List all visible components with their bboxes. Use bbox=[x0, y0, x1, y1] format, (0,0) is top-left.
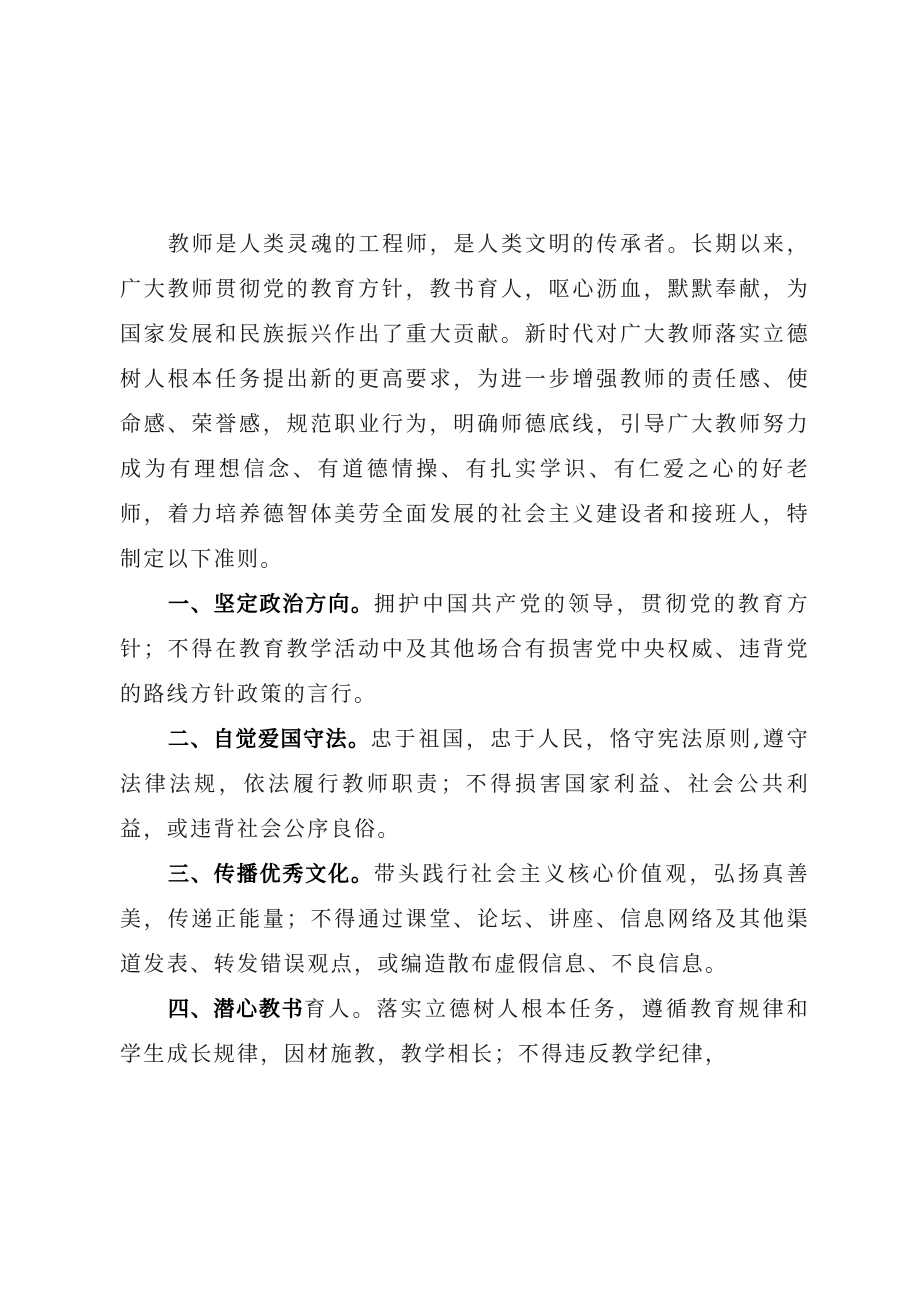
section-three bbox=[120, 852, 810, 987]
section-two-heading: 二、自觉爱国守法。 bbox=[168, 727, 371, 751]
section-one-heading: 一、坚定政治方向。 bbox=[168, 592, 374, 616]
section-three-heading: 三、传播优秀文化。 bbox=[168, 862, 374, 886]
document-body bbox=[120, 222, 810, 1077]
section-three-body: 带头践行社会主义核心价值观，弘扬真善美，传递正能量；不得通过课堂、论坛、讲座、信息网络及其他渠道发表、转发错误观点，或编造散布虚假信息、不良信息。 bbox=[120, 862, 810, 976]
section-one bbox=[120, 582, 810, 717]
section-one-body: 拥护中国共产党的领导，贯彻党的教育方针；不得在教育教学活动中及其他场合有损害党中央权威、违背党的路线方针政策的言行。 bbox=[120, 592, 810, 706]
section-four bbox=[120, 987, 810, 1077]
section-four-heading: 四、潜心教书 bbox=[168, 997, 305, 1021]
section-two-body: 忠于祖国，忠于人民，恪守宪法原则,遵守法律法规，依法履行教师职责；不得损害国家利益、社会公共利益，或违背社会公序良俗。 bbox=[120, 727, 810, 841]
intro-paragraph: 教师是人类灵魂的工程师，是人类文明的传承者。长期以来，广大教师贯彻党的教育方针，教书育人，呕心沥血，默默奉献，为国家发展和民族振兴作出了重大贡献。新时代对广大教师落实立德树人根本任务提出新的更高要求，为进一步增强教师的责任感、使命感、荣誉感，规范职业行为，明确师德底线，引导广大教师努力成为有理想信念、有道德情操、有扎实学识、有仁爱之心的好老师，着力培养德智体美劳全面发展的社会主义建设者和接班人，特制定以下准则。 bbox=[120, 232, 810, 571]
section-four-body: 育人。落实立德树人根本任务，遵循教育规律和学生成长规律，因材施教，教学相长；不得违反教学纪律， bbox=[120, 997, 810, 1066]
section-two bbox=[120, 717, 810, 852]
